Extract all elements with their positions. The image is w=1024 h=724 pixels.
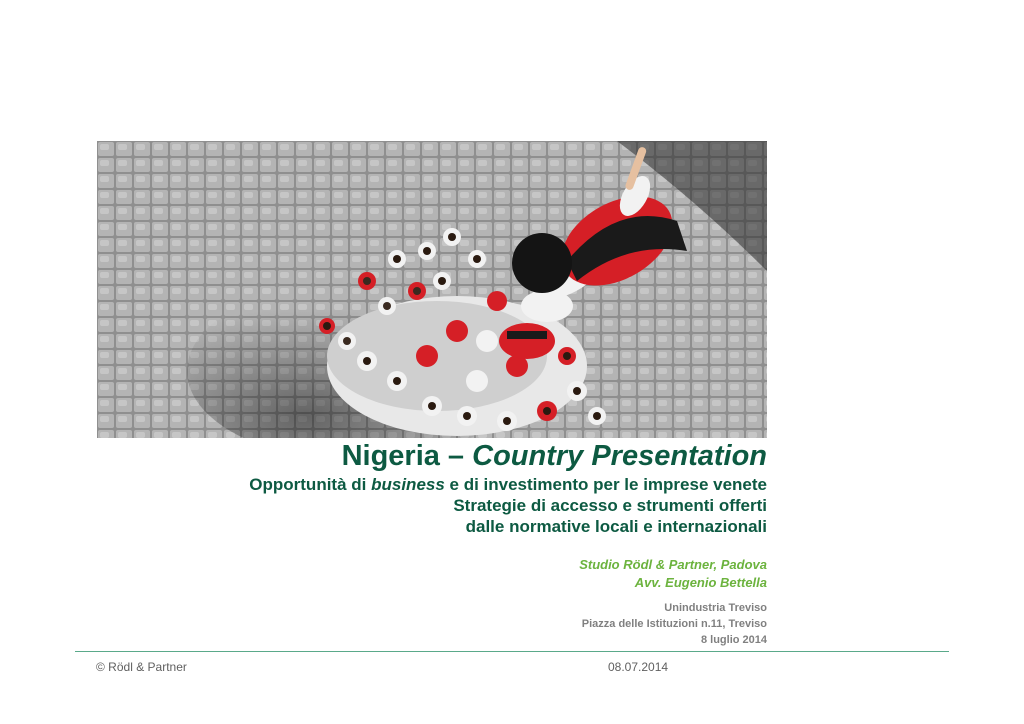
subtitle-line-1: Opportunità di business e di investimento per le imprese venete [249, 475, 767, 494]
event-date: 8 luglio 2014 [700, 634, 767, 646]
page-title: Nigeria – Country Presentation [341, 440, 767, 472]
castell-photo-illustration [97, 141, 767, 438]
footer-date: 08.07.2014 [608, 660, 669, 674]
title-block [249, 438, 767, 537]
event-address: Piazza delle Istituzioni n.11, Treviso [581, 618, 767, 630]
presenter-block [579, 556, 767, 592]
event-block [582, 600, 767, 648]
presenter-name: Avv. Eugenio Bettella [634, 575, 767, 590]
cover-photo [97, 141, 767, 438]
footer-divider [75, 651, 949, 652]
subtitle-line-2: Strategie di accesso e strumenti offerti [453, 496, 767, 515]
event-host: Unindustria Treviso [664, 602, 767, 614]
subtitle-line-3: dalle normative locali e internazionali [465, 517, 767, 536]
footer-copyright: © Rödl & Partner [96, 660, 187, 674]
presenter-firm: Studio Rödl & Partner, Padova [579, 557, 767, 572]
